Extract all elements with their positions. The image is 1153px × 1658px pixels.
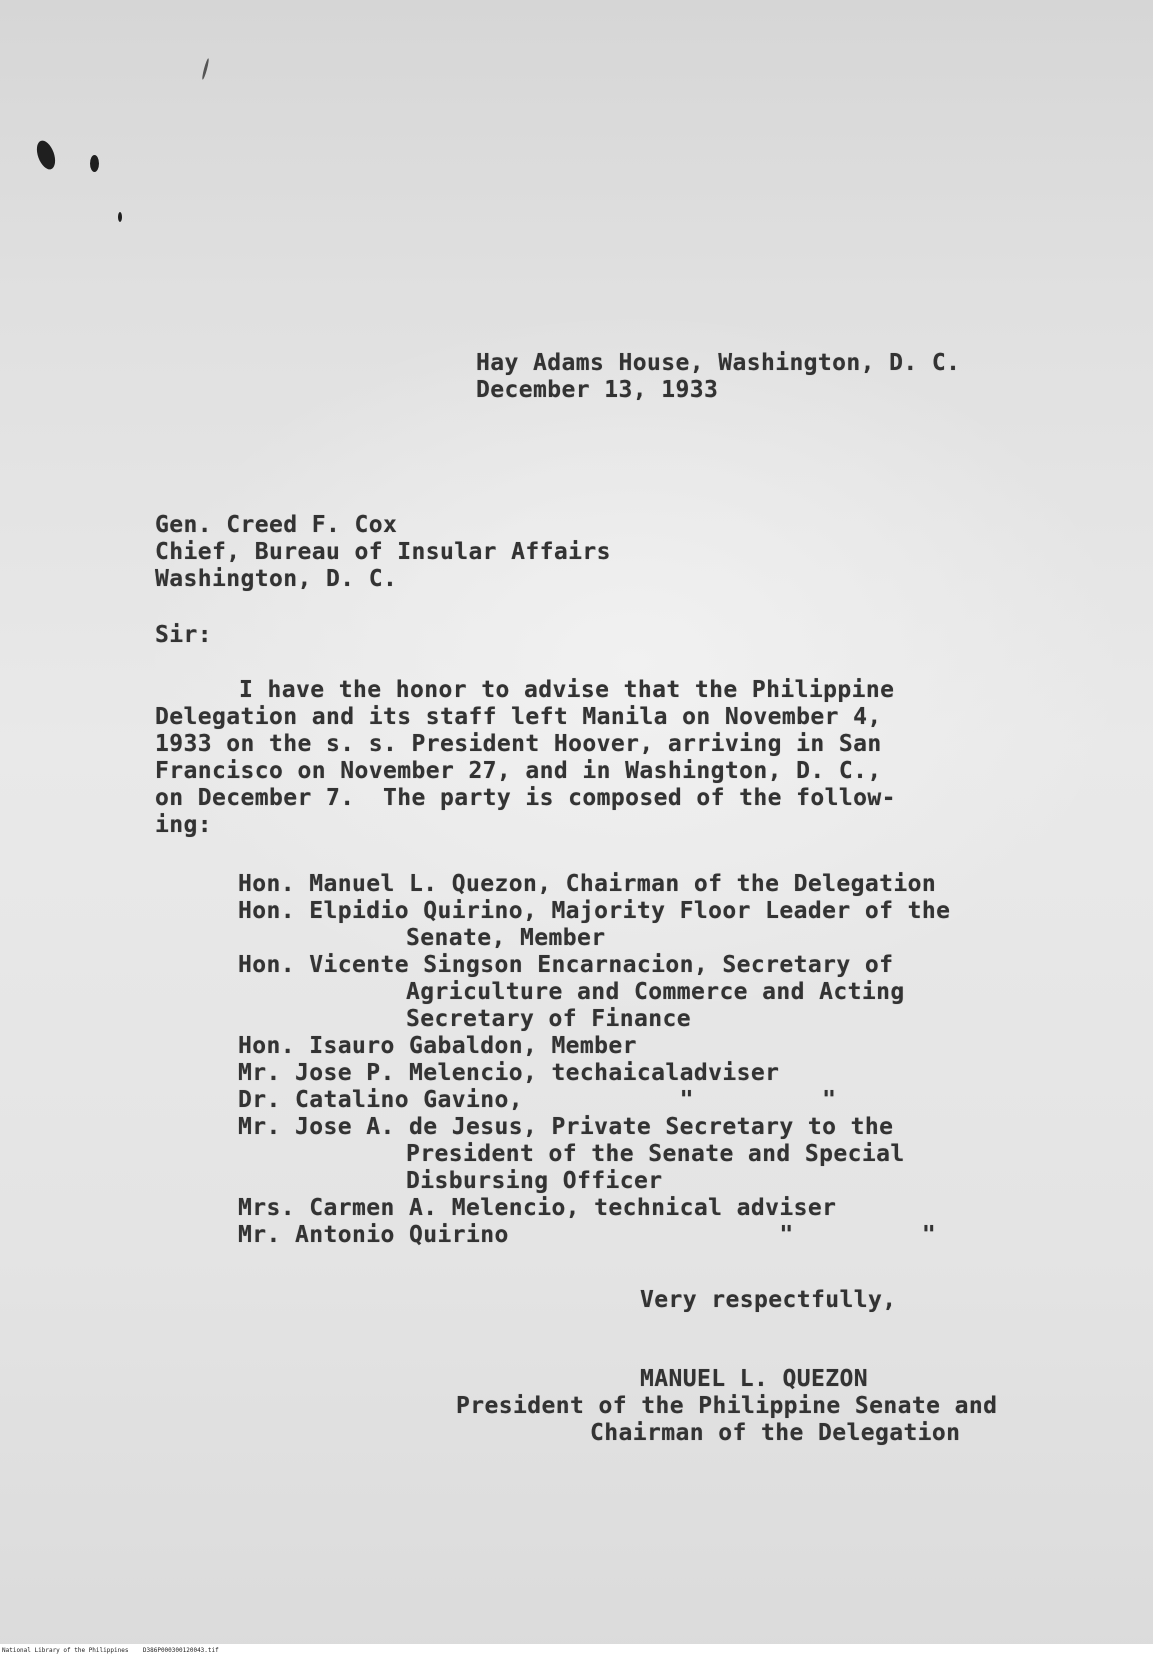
list-item: [238, 952, 950, 1033]
body-line: Francisco on November 27, and in Washington, D. C.,: [155, 758, 882, 784]
address-line: Hay Adams House, Washington, D. C.: [476, 350, 961, 376]
member-line: Disbursing Officer: [406, 1168, 663, 1194]
body-line: I have the honor to advise that the Philippine: [239, 677, 895, 703]
recipient-name: Gen. Creed F. Cox: [155, 512, 398, 538]
member-line: Hon. Vicente Singson Encarnacion, Secretary of: [238, 952, 894, 978]
member-line: Senate, Member: [406, 925, 606, 951]
ink-spot: [201, 58, 210, 80]
member-line: Hon. Isauro Gabaldon, Member: [238, 1033, 637, 1059]
list-item: [238, 871, 950, 898]
closing: Very respectfully,: [640, 1287, 897, 1313]
list-item: [238, 1195, 950, 1222]
signature-title: Chairman of the Delegation: [590, 1420, 961, 1446]
body-line: on December 7. The party is composed of the follow-: [155, 785, 896, 811]
member-line: Dr. Catalino Gavino, " ": [238, 1087, 837, 1113]
ink-spot: [33, 138, 58, 172]
ink-spot: [90, 155, 99, 172]
signature-block: [456, 1366, 997, 1447]
body-line: Delegation and its staff left Manila on November 4,: [155, 704, 882, 730]
list-item: [238, 1033, 950, 1060]
salutation: Sir:: [155, 622, 212, 648]
signature-title: President of the Philippine Senate and: [456, 1393, 998, 1419]
list-item: [238, 1087, 950, 1114]
member-line: Mr. Jose P. Melencio, techaicaladviser: [238, 1060, 780, 1086]
recipient-title: Chief, Bureau of Insular Affairs: [155, 539, 611, 565]
letterhead-address: [476, 350, 960, 404]
archive-caption: National Library of the Philippines D386P000300120043.tif: [0, 1644, 1153, 1658]
list-item: [238, 1222, 950, 1249]
member-line: Mr. Jose A. de Jesus, Private Secretary to the: [238, 1114, 894, 1140]
date-line: December 13, 1933: [476, 377, 719, 403]
body-paragraph: [155, 677, 896, 839]
member-line: Hon. Elpidio Quirino, Majority Floor Leader of the: [238, 898, 951, 924]
member-line: Mr. Antonio Quirino " ": [238, 1222, 937, 1248]
list-item: [238, 1060, 950, 1087]
list-item: [238, 1114, 950, 1195]
recipient-city: Washington, D. C.: [155, 566, 398, 592]
signature-name: MANUEL L. QUEZON: [640, 1366, 868, 1392]
body-line: ing:: [155, 812, 212, 838]
member-line: Mrs. Carmen A. Melencio, technical adviser: [238, 1195, 837, 1221]
member-line: President of the Senate and Special: [406, 1141, 905, 1167]
member-line: Agriculture and Commerce and Acting: [406, 979, 905, 1005]
members-list: [238, 871, 950, 1249]
body-line: 1933 on the s. s. President Hoover, arriving in San: [155, 731, 882, 757]
member-line: Hon. Manuel L. Quezon, Chairman of the Delegation: [238, 871, 937, 897]
recipient-block: [155, 512, 611, 593]
list-item: [238, 898, 950, 952]
member-line: Secretary of Finance: [406, 1006, 691, 1032]
ink-spot: [118, 212, 122, 222]
